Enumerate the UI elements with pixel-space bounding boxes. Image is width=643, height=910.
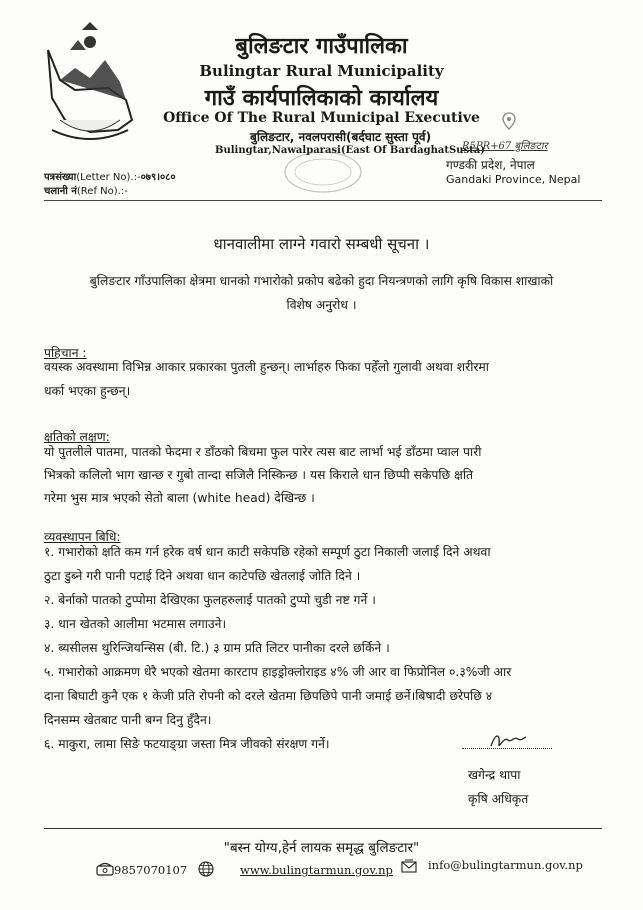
notice-subject: धानवालीमा लाग्ने गवारो सम्बधी सूचना ।	[213, 235, 430, 253]
footer-phone: 9857070107	[114, 863, 188, 877]
footer-slogan: "बस्न योग्य,हेर्न लायक समृद्ध बुलिङटार"	[223, 840, 420, 856]
address-en: Bulingtar,Nawalparasi(East Of BardaghatSusta)	[215, 145, 485, 156]
management-line: दाना बिघाटी कुनै एक १ केजी प्रति रोपनी को दरले खेतमा छिपछिपे पानी जमाई छर्ने।बिषादी छरेपछि ४	[44, 689, 493, 703]
letter-number-label: पत्रसंख्या	[44, 172, 77, 183]
municipality-name-np: बुलिङटार गाउँपालिका	[235, 34, 408, 59]
identification-line-2: धर्का भएका हुन्छन्।	[44, 384, 131, 398]
identification-heading: पहिचान :	[44, 346, 87, 360]
management-line: ६. माकुरा, लामा सिङे फटयाङ्ग्रा जस्ता मित्र जीवको संरक्षण गर्ने।	[44, 737, 330, 751]
footer-website-link[interactable]: www.bulingtarmun.gov.np	[240, 863, 393, 877]
management-line: ठुटा डुब्ने गरी पानी पटाई दिने अथवा धान काटेपछि खेतलाई जोति दिने ।	[44, 569, 361, 583]
address-np: बुलिङटार, नवलपरासी(बर्दघाट सुस्ता पूर्व)	[250, 130, 432, 144]
identification-line-1: वयस्क अवस्थामा विभिन्न आकार प्रकारका पुतली हुन्छन्। लार्भाहरु फिका पहेँलो गुलावी अथवा शरीरमा	[44, 360, 489, 374]
intro-line-2: विशेष अनुरोध ।	[286, 298, 357, 312]
letter-number	[44, 169, 176, 183]
letter-number-value: ०७९।०८०	[140, 172, 176, 183]
phone-icon	[96, 862, 114, 876]
management-line: १. गभारोको क्षति कम गर्न हरेक वर्ष धान काटी सकेपछि रहेको सम्पूर्ण ठुटा निकाली जलाई दिने अथवा	[44, 545, 491, 559]
office-stamp-icon	[283, 150, 363, 194]
letter-number-label-en: (Letter No).:-	[76, 172, 141, 183]
office-name-np: गाउँ कार्यपालिकाको कार्यालय	[204, 86, 439, 111]
damage-line-2: भित्रको कलिलो भाग खान्छ र गुबो तान्दा सजिलै निस्किन्छ । यस किराले धान छिप्पी सकेपछि क्षति	[44, 468, 474, 482]
management-line: ४. ब्यसीलस थुरिन्जियन्सिस (बी. टि.) ३ ग्राम प्रति लिटर पानीका दरले छर्किने ।	[44, 641, 390, 655]
management-line: ३. धान खेतको आलीमा भटमास लगाउने।	[44, 617, 227, 631]
footer-email-link[interactable]: info@bulingtarmun.gov.np	[428, 858, 583, 872]
management-line: २. बेर्नाको पातको टुप्पोमा देखिएका फुलहरुलाई पातको टुप्पो चुडी नष्ट गर्ने ।	[44, 593, 376, 607]
signature-line	[462, 748, 552, 749]
damage-heading: क्षतिको लक्षण:	[44, 430, 110, 444]
ref-number-label-en: (Ref No).:-	[76, 186, 128, 197]
plus-code: R5PR+67 बुलिङटार	[462, 141, 548, 152]
municipality-name-en: Bulingtar Rural Municipality	[199, 62, 444, 80]
ref-number	[44, 183, 128, 197]
signer-name: खगेन्द्र थापा	[468, 768, 521, 782]
globe-icon	[198, 861, 214, 877]
damage-line-3: गरेमा भुस मात्र भएको सेतो बाला (white head) देखिन्छ ।	[44, 491, 315, 505]
footer-divider	[44, 828, 602, 829]
damage-line-1: यो पुतलीले पातमा, पातको फेदमा र डाँठको बिचमा फुल पारेर त्यस बाट लार्भा भई डाँठमा प्वाल पारी	[44, 445, 482, 459]
office-name-en: Office Of The Rural Municipal Executive	[163, 110, 480, 126]
ref-number-label: चलानी नं	[44, 186, 77, 197]
management-heading: व्यवस्थापन बिधि:	[44, 530, 121, 544]
location-pin-icon	[502, 112, 516, 130]
intro-line-1: बुलिङटार गाँउपालिका क्षेत्रमा धानको गभारोको प्रकोप बढेको हुदा नियन्त्रणको लागि कृषि विकास शाखाको	[89, 274, 554, 288]
header-divider	[44, 200, 602, 201]
province-en: Gandaki Province, Nepal	[446, 173, 581, 186]
management-line: ५. गभारोको आक्रमण धेरै भएको खेतमा कारटाप हाइड्रोक्लोराइड ४% जी आर वा फिप्रोनिल ०.३%जी आर	[44, 665, 512, 679]
email-icon	[401, 858, 417, 874]
province-np: गण्डकी प्रदेश, नेपाल	[446, 158, 535, 172]
management-line: दिनसम्म खेतबाट पानी बग्न दिनु हुँदैन।	[44, 713, 212, 727]
signer-designation: कृषि अधिकृत	[468, 792, 529, 806]
